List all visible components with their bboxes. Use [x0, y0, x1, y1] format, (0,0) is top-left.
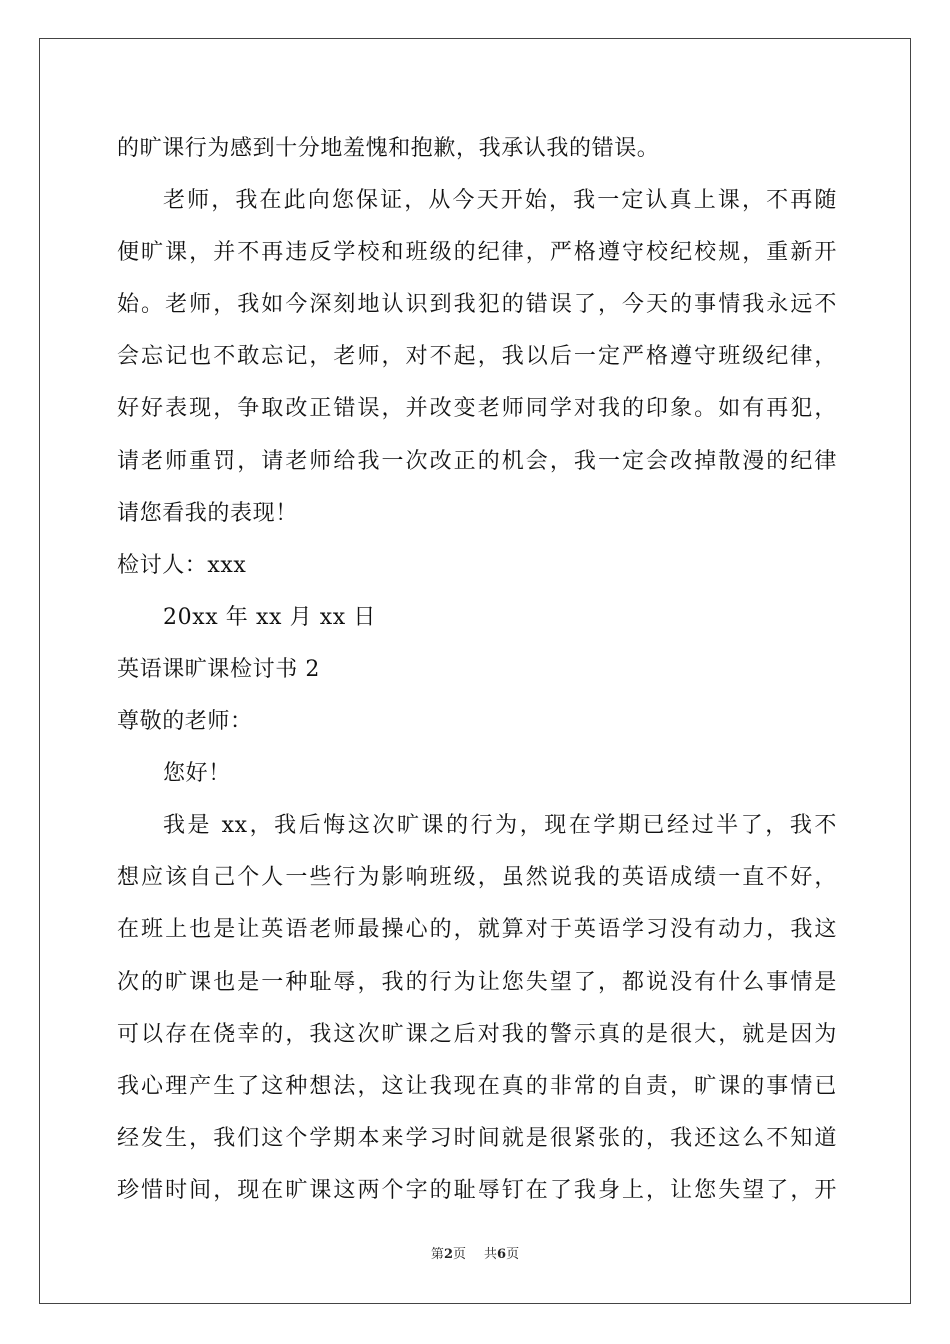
text-line: 始。老师，我如今深刻地认识到我犯的错误了，今天的事情我永远不 [117, 292, 837, 318]
text-line: 便旷课，并不再违反学校和班级的纪律，严格遵守校纪校规，重新开 [117, 240, 837, 266]
text-line: 请您看我的表现！ [117, 500, 298, 526]
text-line: 可以存在侥幸的，我这次旷课之后对我的警示真的是很大，就是因为 [117, 1021, 837, 1047]
total-pages: 6 [497, 1247, 507, 1262]
section-title: 英语课旷课检讨书 2 [117, 656, 320, 682]
total-suffix: 页 [506, 1247, 520, 1262]
document-body [117, 123, 837, 1217]
text-line: 经发生，我们这个学期本来学习时间就是很紧张的，我还这么不知道 [117, 1125, 837, 1151]
text-line: 请老师重罚，请老师给我一次改正的机会，我一定会改掉散漫的纪律 [117, 448, 837, 474]
salutation: 尊敬的老师： [117, 709, 253, 735]
page-footer [0, 1243, 950, 1262]
page-prefix: 第 [430, 1247, 444, 1262]
text-line: 我是 xx，我后悔这次旷课的行为，现在学期已经过半了，我不 [163, 813, 837, 839]
text-line: 会忘记也不敢忘记，老师，对不起，我以后一定严格遵守班级纪律， [117, 344, 837, 370]
text-line: 想应该自己个人一些行为影响班级，虽然说我的英语成绩一直不好， [117, 865, 837, 891]
text-line: 好好表现，争取改正错误，并改变老师同学对我的印象。如有再犯， [117, 396, 837, 422]
text-line: 在班上也是让英语老师最操心的，就算对于英语学习没有动力，我这 [117, 917, 837, 943]
page-suffix: 页 [452, 1247, 466, 1262]
text-line: 我心理产生了这种想法，这让我现在真的非常的自责，旷课的事情已 [117, 1073, 837, 1099]
text-line: 的旷课行为感到十分地羞愧和抱歉，我承认我的错误。 [117, 136, 660, 161]
greeting: 您好！ [163, 761, 231, 787]
text-line: 老师，我在此向您保证，从今天开始，我一定认真上课，不再随 [163, 188, 837, 214]
page-number: 2 [443, 1247, 453, 1262]
total-prefix: 共 [484, 1247, 498, 1262]
signature-line: 检讨人：xxx [117, 552, 247, 578]
date-line: 20xx 年 xx 月 xx 日 [163, 604, 377, 630]
text-line: 次的旷课也是一种耻辱，我的行为让您失望了，都说没有什么事情是 [117, 969, 837, 995]
text-line: 珍惜时间，现在旷课这两个字的耻辱钉在了我身上，让您失望了，开 [117, 1177, 837, 1203]
